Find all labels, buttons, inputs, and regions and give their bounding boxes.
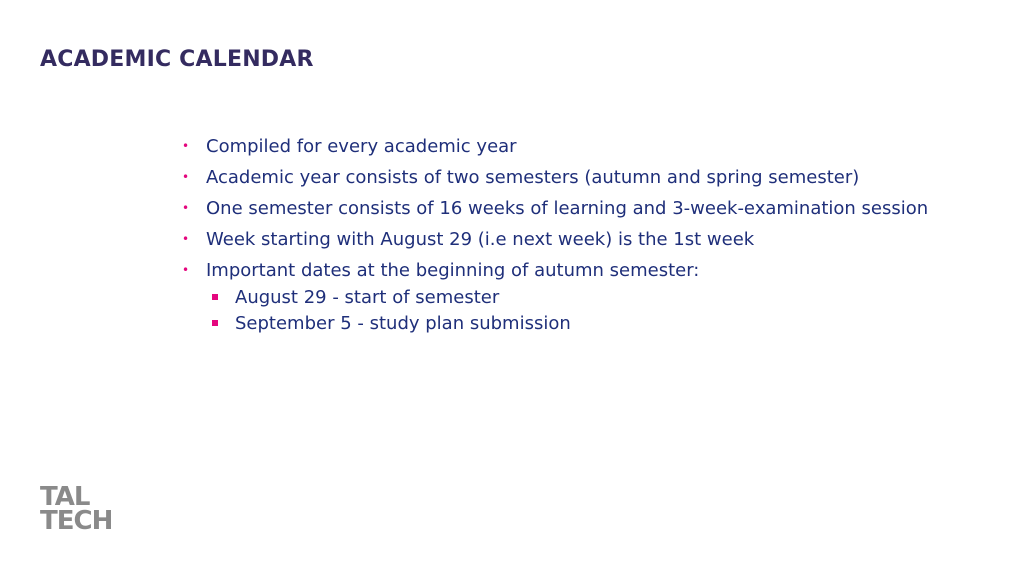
bullet-list	[182, 136, 942, 337]
bullet-dot-icon: •	[182, 263, 190, 277]
bullet-dot-icon: •	[182, 139, 190, 153]
list-item-text: Important dates at the beginning of autumn semester:	[206, 260, 700, 281]
bullet-dot-icon: •	[182, 170, 190, 184]
list-item	[182, 260, 942, 337]
list-item	[182, 229, 942, 250]
list-item-text: Compiled for every academic year	[206, 136, 517, 157]
list-item	[182, 198, 942, 219]
slide-title: ACADEMIC CALENDAR	[40, 47, 314, 72]
list-item	[182, 136, 942, 157]
list-item-text: One semester consists of 16 weeks of learning and 3-week-examination session	[206, 198, 929, 219]
logo-line-1: TAL	[40, 482, 90, 512]
bullet-list-container	[182, 136, 942, 347]
sub-bullet-list	[206, 285, 942, 337]
sub-list-item	[206, 285, 942, 311]
list-item-text: Academic year consists of two semesters (autumn and spring semester)	[206, 167, 860, 188]
bullet-dot-icon: •	[182, 201, 190, 215]
sub-list-item	[206, 311, 942, 337]
bullet-dot-icon: •	[182, 232, 190, 246]
list-item	[182, 167, 942, 188]
list-item-text: Week starting with August 29 (i.e next week) is the 1st week	[206, 229, 755, 250]
logo-line-2: TECH	[40, 506, 113, 536]
square-bullet-icon	[212, 320, 218, 326]
sub-list-item-text: September 5 - study plan submission	[235, 313, 571, 334]
square-bullet-icon	[212, 294, 218, 300]
sub-list-item-text: August 29 - start of semester	[235, 287, 500, 308]
taltech-logo	[40, 482, 130, 536]
